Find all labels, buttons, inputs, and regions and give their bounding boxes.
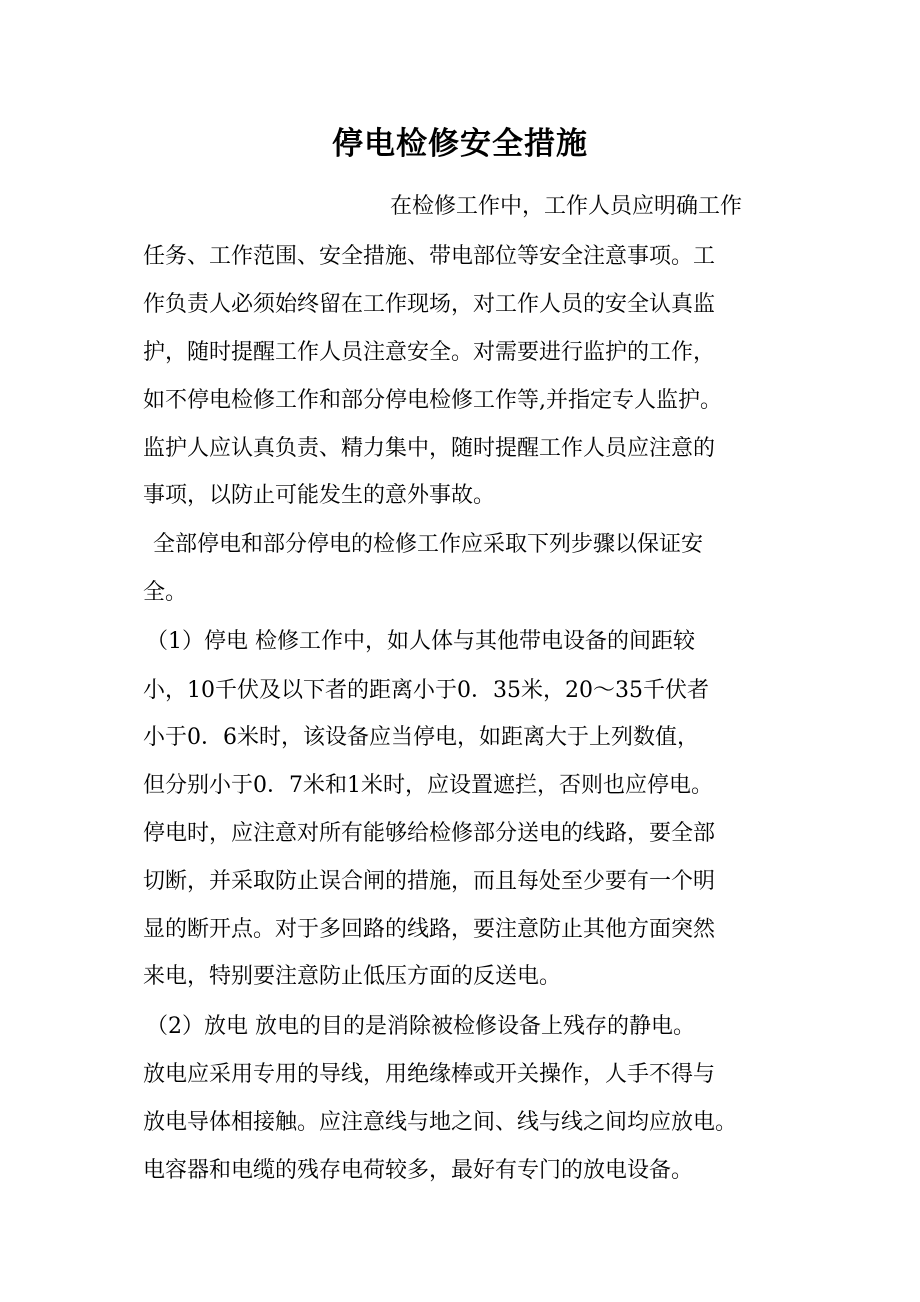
paragraph-line: （2）放电 放电的目的是消除被检修设备上残存的静电。	[146, 1014, 695, 1039]
document-title: 停电检修安全措施	[332, 126, 588, 162]
paragraph-line: 停电时，应注意对所有能够给检修部分送电的线路，要全部	[143, 821, 716, 846]
paragraph-line: 放电应采用专用的导线，用绝缘棒或开关操作，人手不得与	[143, 1062, 716, 1087]
paragraph-line: 放电导体相接触。应注意线与地之间、线与线之间均应放电。	[143, 1110, 738, 1135]
paragraph-line: 显的断开点。对于多回路的线路，要注意防止其他方面突然	[143, 917, 716, 942]
paragraph-line: 小于0．6米时，该设备应当停电，如距离大于上列数值，	[143, 725, 699, 750]
paragraph-line: 但分别小于0．7米和1米时，应设置遮拦，否则也应停电。	[143, 773, 713, 798]
paragraph-line: 电容器和电缆的残存电荷较多，最好有专门的放电设备。	[143, 1158, 694, 1183]
paragraph-line: 如不停电检修工作和部分停电检修工作等,并指定专人监护。	[143, 388, 722, 413]
paragraph-line: （1）停电 检修工作中，如人体与其他带电设备的间距较	[146, 629, 695, 654]
paragraph-line: 护，随时提醒工作人员注意安全。对需要进行监护的工作，	[143, 340, 716, 365]
paragraph-line: 切断，并采取防止误合闸的措施，而且每处至少要有一个明	[143, 869, 716, 894]
paragraph-line: 在检修工作中，工作人员应明确工作	[390, 194, 743, 219]
paragraph-line: 来电，特别要注意防止低压方面的反送电。	[143, 964, 562, 989]
paragraph-line: 全。	[143, 580, 188, 605]
paragraph-line: 小，10千伏及以下者的距离小于0．35米，20～35千伏者	[143, 678, 709, 703]
paragraph-line: 全部停电和部分停电的检修工作应采取下列步骤以保证安	[153, 532, 704, 557]
paragraph-line: 监护人应认真负责、精力集中，随时提醒工作人员应注意的	[143, 436, 716, 461]
paragraph-line: 事项，以防止可能发生的意外事故。	[143, 483, 496, 508]
paragraph-line: 任务、工作范围、安全措施、带电部位等安全注意事项。工	[143, 244, 716, 269]
paragraph-line: 作负责人必须始终留在工作现场，对工作人员的安全认真监	[143, 292, 716, 317]
